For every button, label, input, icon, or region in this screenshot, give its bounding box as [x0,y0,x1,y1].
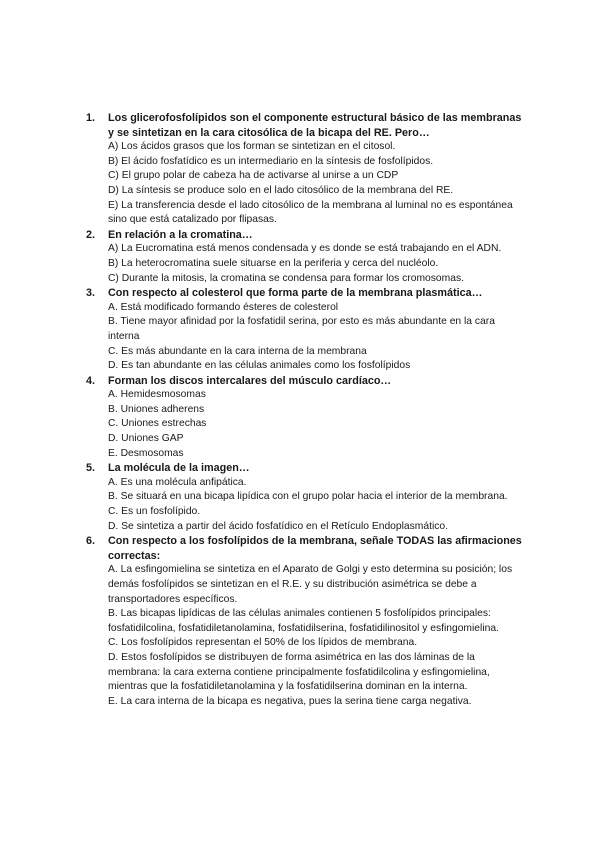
option-c: C. Es un fosfolípido. [108,506,201,518]
question-text: Con respecto a los fosfolípidos de la membrana, señale TODAS las afirmaciones correctas: [108,535,522,562]
option-c: C. Los fosfolípidos representan el 50% de los lípidos de membrana. [108,637,418,649]
question-number: 4. [86,374,96,387]
question-number: 2. [86,228,96,241]
option-d: D. Estos fosfolípidos se distribuyen de forma asimétrica en las dos láminas de la membrana: la cara externa contiene principalmente fosfatidilcolina y esfingomielina, mientras que la fosfatidiletanolamina y la fosfatidilserina dominan en la interna. [108,651,490,693]
option-d: D. Uniones GAP [108,433,184,445]
option-b: B. Las bicapas lipídicas de las células animales contienen 5 fosfolípidos principales: fosfatidilcolina, fosfatidiletanolamina, fosfatidilserina, fosfatidilinositol y esfingomielina. [108,608,499,634]
question-1 [86,111,526,228]
option-e: E. La cara interna de la bicapa es negativa, pues la serina tiene carga negativa. [108,695,472,707]
option-e: E) La transferencia desde el lado citosólico de la membrana al luminal no es espontánea sino que está catalizado por flipasas. [108,199,513,226]
question-text: Los glicerofosfolípidos son el componente estructural básico de las membranas y se sintetizan en la cara citosólica de la bicapa del RE. Pero… [108,112,522,139]
option-d: D. Es tan abundante en las células animales como los fosfolípidos [108,360,411,372]
question-number: 3. [86,287,96,300]
option-c: C) El grupo polar de cabeza ha de activarse al unirse a un CDP [108,170,399,182]
question-number: 5. [86,462,96,475]
option-c: C. Es más abundante en la cara interna de la membrana [108,345,367,357]
question-2 [86,228,526,286]
question-list [86,111,526,709]
option-b: B. Tiene mayor afinidad por la fosfatidil serina, por esto es más abundante en la cara interna [108,316,495,342]
option-a: A. Es una molécula anfipática. [108,476,247,488]
option-a: A. Hemidesmosomas [108,389,206,401]
option-c: C) Durante la mitosis, la cromatina se condensa para formar los cromosomas. [108,272,464,284]
question-text: Con respecto al colesterol que forma parte de la membrana plasmática… [108,287,483,300]
option-b: B. Se situará en una bicapa lipídica con el grupo polar hacia el interior de la membrana. [108,491,508,503]
question-text: En relación a la cromatina… [108,228,253,241]
option-a: A. Está modificado formando ésteres de colesterol [108,301,339,313]
option-d: D) La síntesis se produce solo en el lado citosólico de la membrana del RE. [108,184,454,196]
option-a: A) Los ácidos grasos que los forman se sintetizan en el citosol. [108,141,396,153]
question-5 [86,461,526,534]
option-d: D. Se sintetiza a partir del ácido fosfatídico en el Retículo Endoplasmático. [108,520,448,532]
option-c: C. Uniones estrechas [108,418,207,430]
option-e: E. Desmosomas [108,447,184,459]
option-a: A. La esfingomielina se sintetiza en el Aparato de Golgi y esto determina su posición; los demás fosfolípidos se sintetizan en el R.E. y su distribución asimétrica se debe a transportadores específicos. [108,564,513,605]
option-a: A) La Eucromatina está menos condensada y es donde se está trabajando en el ADN. [108,243,502,255]
option-b: B) La heterocromatina suele situarse en la periferia y cerca del nucléolo. [108,257,439,269]
question-number: 1. [86,112,96,124]
question-6 [86,534,526,709]
option-b: B. Uniones adherens [108,403,205,415]
question-text: Forman los discos intercalares del músculo cardíaco… [108,374,392,387]
question-3 [86,286,526,374]
question-4 [86,374,526,462]
option-b: B) El ácido fosfatídico es un intermediario en la síntesis de fosfolípidos. [108,155,434,167]
question-number: 6. [86,535,96,548]
question-text: La molécula de la imagen… [108,462,250,475]
